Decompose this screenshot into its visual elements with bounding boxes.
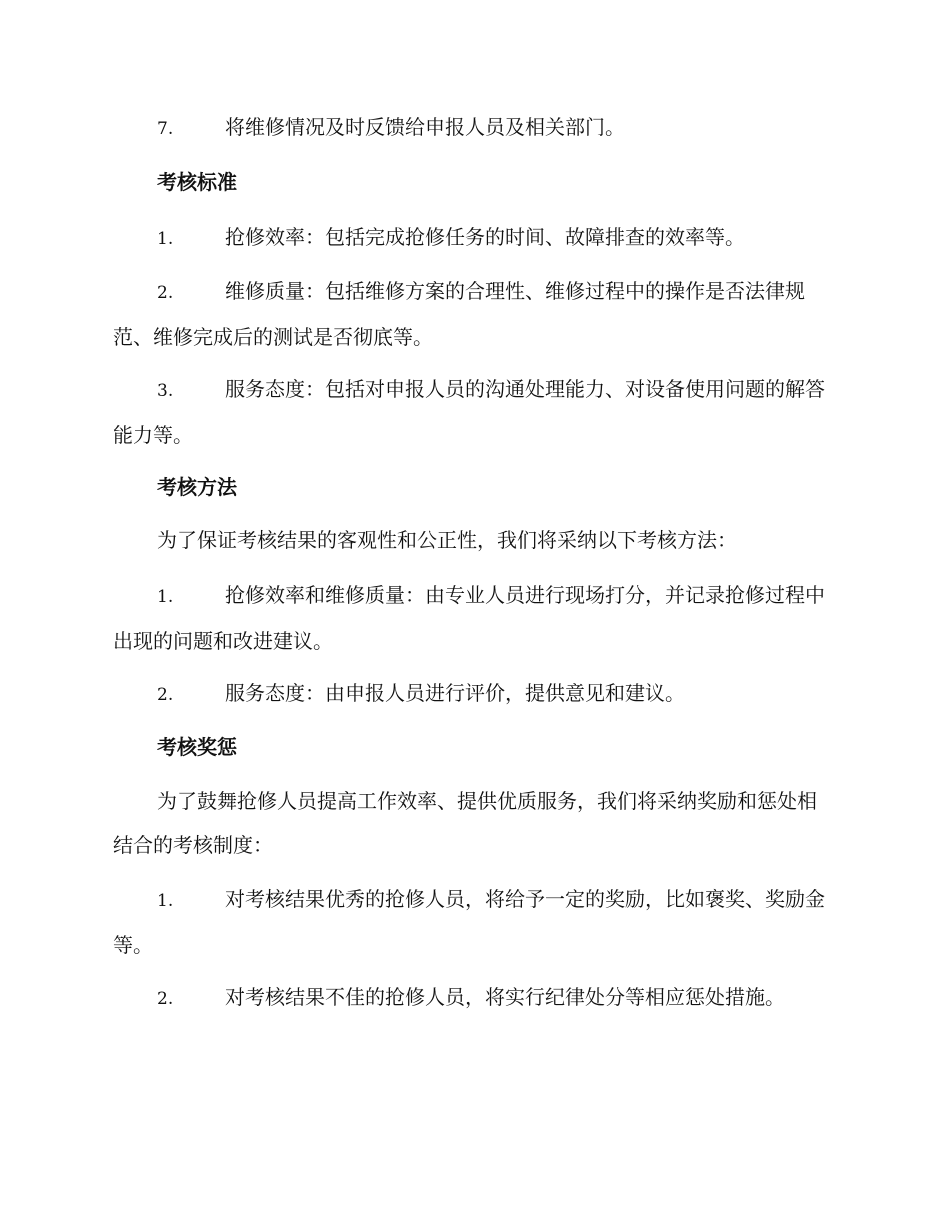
list-number: 2.: [157, 283, 174, 303]
list-item-7: [113, 105, 833, 151]
list-number: 2.: [157, 989, 174, 1009]
list-text: 服务态度：包括对申报人员的沟通处理能力、对设备使用问题的解答能力等。: [113, 377, 825, 447]
standards-item-2: [113, 269, 833, 359]
list-text: 抢修效率和维修质量：由专业人员进行现场打分，并记录抢修过程中出现的问题和改进建议。: [113, 583, 825, 653]
list-number: 2.: [157, 685, 174, 705]
list-number: 1.: [157, 587, 174, 607]
list-number: 7.: [157, 119, 174, 139]
list-number: 1.: [157, 229, 174, 249]
list-text: 将维修情况及时反馈给申报人员及相关部门。: [225, 115, 625, 139]
rewards-item-2: [113, 975, 833, 1021]
heading-rewards: 考核奖惩: [157, 735, 237, 759]
standards-item-3: [113, 367, 833, 457]
list-text: 服务态度：由申报人员进行评价，提供意见和建议。: [225, 681, 685, 705]
rewards-item-1: [113, 877, 833, 967]
list-text: 抢修效率：包括完成抢修任务的时间、故障排查的效率等。: [225, 225, 745, 249]
list-text: 维修质量：包括维修方案的合理性、维修过程中的操作是否法律规范、维修完成后的测试是否彻底等。: [113, 279, 805, 349]
methods-item-1: [113, 573, 833, 663]
methods-intro: 为了保证考核结果的客观性和公正性，我们将采纳以下考核方法：: [157, 528, 737, 552]
list-text: 对考核结果不佳的抢修人员，将实行纪律处分等相应惩处措施。: [225, 985, 785, 1009]
methods-item-2: [113, 671, 833, 717]
standards-item-1: [113, 215, 833, 261]
list-number: 1.: [157, 891, 174, 911]
list-text: 对考核结果优秀的抢修人员，将给予一定的奖励，比如褒奖、奖励金等。: [113, 887, 825, 957]
heading-methods: 考核方法: [157, 475, 237, 499]
rewards-intro: 为了鼓舞抢修人员提高工作效率、提供优质服务，我们将采纳奖励和惩处相结合的考核制度：: [113, 789, 817, 857]
list-number: 3.: [157, 381, 174, 401]
heading-standards: 考核标准: [157, 170, 237, 194]
